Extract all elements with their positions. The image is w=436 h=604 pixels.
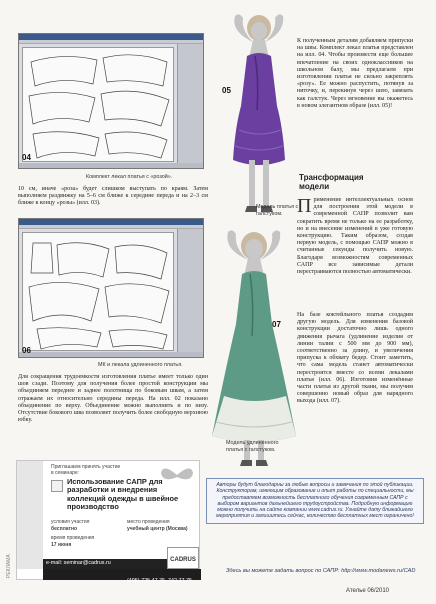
ad-phone-bar: [43, 569, 201, 584]
window-statusbar: [19, 352, 203, 357]
section-heading: Трансформация модели: [299, 173, 364, 191]
ad-vertical-mark: РЕКЛАМА: [6, 554, 12, 578]
figure-number-05: 05: [222, 86, 231, 95]
pattern-pieces-06: [23, 233, 175, 352]
window-menubar: [19, 225, 203, 229]
left-paragraph-2: Для сокращения трудоемкости изготовления платье имеет только один шов сзади. Поэтому для получения более простой конструкции мы объединяем переднее и заднее полотнища по боковым швам, а затем отражаем их относительно середины переда. На илл. 02 показано объединение по верху. Объединение можно выполнить и по низу. Отсутствие бокового шва позволяет получить более свободную верхнюю юбку.: [18, 374, 208, 424]
ad-email: e-mail: seminar@cadrus.ru: [46, 560, 111, 566]
tool-panel: [177, 44, 203, 168]
footer-question-link[interactable]: Здесь вы можете задать вопрос по САПР: http://www.modanews.ru/CAD: [226, 568, 416, 574]
ad-sidebar: [17, 461, 43, 569]
cad-screenshot-06: [18, 218, 204, 358]
figure-number-07: 07: [272, 320, 281, 329]
ad-conditions-value: бесплатно: [51, 526, 78, 532]
tool-panel: [177, 229, 203, 357]
footer-page-number: Ателье 06/2010: [346, 588, 390, 594]
figure-caption-04: Комплект лекал платья с «розой».: [86, 174, 173, 180]
ad-contact-bar: [43, 559, 167, 569]
window-menubar: [19, 40, 203, 44]
window-statusbar: [19, 163, 203, 168]
model-05-illustration: [213, 10, 301, 222]
ad-phone: (495) 725 47 75, 742 77 75: [127, 578, 193, 584]
pattern-pieces-04: [23, 48, 175, 163]
figure-caption-07: Модель удлиненного платья с галстуком.: [226, 440, 279, 453]
ad-place-label: место проведения: [127, 519, 170, 525]
right-paragraph-3: На базе коктейльного платья создадим другую модель. Для изменения базовой конструкции достаточно лишь одного движения рычага (удлинение изделия от линии талии с 500 мм до 900 мм), соответственно за длину, и увеличения припуска к обхвату бедер. Стоит заметить, что сама модель станет автоматически перестроится вместе со всеми лекалами платья (илл. 06). Изготовив изменённые части платья из другой ткани, мы получим совершенно новый образ для нарядного выхода (илл. 07).: [297, 312, 413, 405]
ad-logo: [167, 547, 199, 569]
model-07-illustration: [204, 226, 304, 472]
ad-date-label: время проведения: [51, 535, 95, 541]
figure-caption-05: Модель платья с галстуком.: [256, 204, 299, 217]
right-paragraph-1: К полученным деталям добавляем припуски на швы. Комплект лекал платья представлен на илл. 04. Чтобы произвести еще большее впечатление на своих одноклассников на школьном балу, мы предлагаем при изготовлении платья не сильно закреплять «розу». Ее можно распустить, потянув за ниточку, и, перекинув через шею, завязать как галстук. Через мгновение вы окажетесь в новом элегантном образе (илл. 05)!: [297, 38, 413, 109]
figure-number-06: 06: [22, 346, 31, 355]
figure-caption-06: МК и лекала удлиненного платья.: [98, 362, 183, 368]
author-note: Авторы будут благодарны за любые вопросы и замечания по этой публикации. Конструкторам, имеющим образование и опыт работы по специальности, мы предоставляем возможность бесплатного обучения современным САПР с выбором вариантов дальнейшего трудоустройства. Подробную информацию можно получить на сайте компании www.cadrus.ru. Узнайте дату ближайшего мероприятия и запишитесь сейчас, количество бесплатных мест ограничено!: [206, 478, 424, 524]
seminar-ad: [16, 460, 200, 584]
ad-date-value: 17 июня: [51, 542, 72, 548]
right-paragraph-2-text: рименение интеллектуальных основ для построения этой модели в современной САПР позволит вам сократить время не только на ее разработку, но и на внесение изменений в уже готовую конструкцию. Таким образом, создав первую модель, с помощью САПР можно в считанные секунды получить новую. Благодаря возможностям современных САПР все зависимые детали перестраиваются полностью автоматически.: [297, 197, 413, 276]
ad-place-value: учебный центр (Москва): [127, 526, 188, 532]
seminar-icon: [51, 480, 63, 492]
drop-cap: П: [297, 195, 312, 217]
cadrus-logo-text: CADRUS: [170, 557, 196, 563]
pattern-canvas: [22, 47, 174, 162]
figure-number-04: 04: [22, 153, 31, 162]
right-paragraph-2: [297, 197, 413, 276]
cad-screenshot-04: [18, 33, 204, 169]
pattern-canvas: [22, 232, 174, 351]
ad-invite: Приглашаем принять участие в семинаре:: [51, 464, 121, 476]
left-paragraph-1: 10 см, иначе «роза» будет слишком выступать по краям. Затем выполняем раздвижку на 5–6 см ближе к середине переда и на 2–3 см ближе к концу «розы» (илл. 03).: [18, 186, 208, 207]
ad-title: Использование САПР для разработки и внедрения коллекций одежды в швейное производство: [67, 477, 179, 512]
ad-conditions-label: условия участия: [51, 519, 90, 525]
